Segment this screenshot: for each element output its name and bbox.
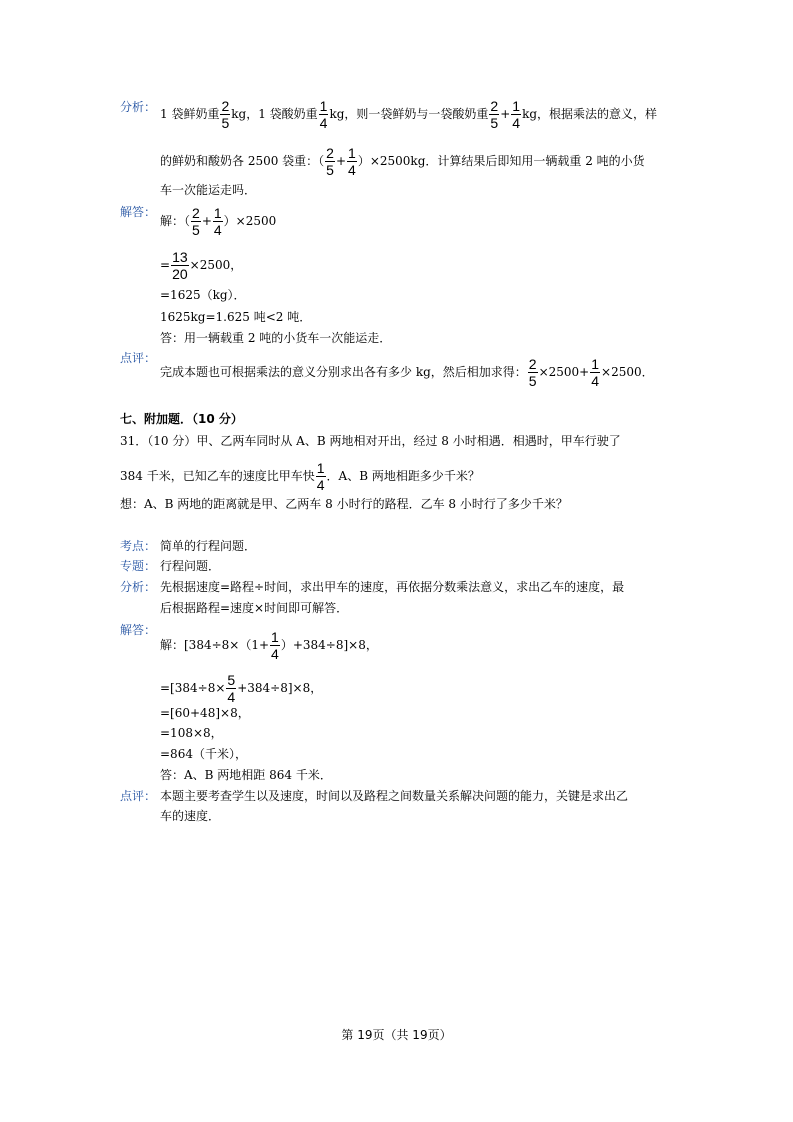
text: +384÷8]×8， <box>237 681 323 695</box>
text: 完成本题也可根据乘法的意义分别求出各有多少 kg，然后相加求得： <box>160 365 527 379</box>
page-footer: 第 19页（共 19页） <box>341 1028 452 1042</box>
text: + <box>335 154 347 168</box>
text: ×2500． <box>601 365 654 379</box>
question-31-line-1: 31．（10 分）甲、乙两车同时从 A、B 两地相对开出，经过 8 小时相遇．相遇时，甲车行驶了 <box>120 434 621 448</box>
question-31-line-2 <box>120 461 480 492</box>
fraction: $\frac{1}{4}$ <box>591 356 600 389</box>
solution-line-2 <box>160 250 242 281</box>
text: kg，1 袋酸奶重 <box>231 107 318 121</box>
solution-line-1 <box>160 206 276 237</box>
text: kg，根据乘法的意义，样 <box>522 107 658 121</box>
fraction: $\frac{1}{4}$ <box>319 98 328 131</box>
q31-solution-line-1 <box>160 630 378 661</box>
text: ×2500， <box>189 258 243 272</box>
fraction: $\frac{13}{20}$ <box>172 249 188 282</box>
analysis-label-2: 分析： <box>120 580 157 594</box>
text: ．A、B 两地相距多少千米？ <box>326 469 480 483</box>
analysis-line-1 <box>160 99 657 130</box>
comment-label: 点评： <box>120 351 157 365</box>
text: 1 袋鲜奶重 <box>160 107 220 121</box>
text: + <box>201 214 212 228</box>
answer-label-2: 解答： <box>120 623 157 637</box>
solution-line-3: =1625（kg）． <box>160 288 246 302</box>
fraction: $\frac{2}{5}$ <box>192 205 200 238</box>
text: = <box>160 258 171 272</box>
special-label: 专题： <box>120 559 157 573</box>
comment-line-1 <box>160 357 654 388</box>
analysis-q31-line-1: 先根据速度=路程÷时间，求出甲车的速度，再依据分数乘法意义，求出乙车的速度，最 <box>160 580 625 594</box>
analysis-line-2 <box>160 146 645 177</box>
q31-solution-line-3: =[60+48]×8， <box>160 706 250 720</box>
text: + <box>500 107 511 121</box>
fraction: $\frac{2}{5}$ <box>326 145 334 178</box>
fraction: $\frac{1}{4}$ <box>512 98 521 131</box>
fraction: $\frac{2}{5}$ <box>490 98 499 131</box>
text: 的鲜奶和酸奶各 2500 袋重：（ <box>160 154 325 168</box>
text: ）×2500 <box>223 214 277 228</box>
comment-label-2: 点评： <box>120 789 157 803</box>
fraction: $\frac{2}{5}$ <box>528 356 537 389</box>
q31-solution-line-6: 答：A、B 两地相距 864 千米． <box>160 768 332 782</box>
text: 384 千米，已知乙车的速度比甲车快 <box>120 469 315 483</box>
fraction: $\frac{1}{4}$ <box>316 460 325 493</box>
special-text: 行程问题． <box>160 559 221 573</box>
text: ）×2500kg．计算结果后即知用一辆载重 2 吨的小货 <box>357 154 645 168</box>
fraction: $\frac{1}{4}$ <box>271 629 279 662</box>
text: ×2500+ <box>538 365 590 379</box>
analysis-line-3: 车一次能运走吗． <box>160 183 257 197</box>
q31-solution-line-4: =108×8， <box>160 726 223 740</box>
topic-label: 考点： <box>120 539 157 553</box>
analysis-label: 分析： <box>120 100 157 114</box>
q31-comment-line-1: 本题主要考查学生以及速度，时间以及路程之间数量关系解决问题的能力，关键是求出乙 <box>160 789 629 803</box>
solution-line-5: 答：用一辆载重 2 吨的小货车一次能运走． <box>160 331 392 345</box>
fraction: $\frac{1}{4}$ <box>213 205 222 238</box>
fraction: $\frac{5}{4}$ <box>227 672 236 705</box>
q31-solution-line-5: =864（千米）， <box>160 747 247 761</box>
fraction: $\frac{2}{5}$ <box>221 98 230 131</box>
q31-solution-line-2 <box>160 673 322 704</box>
topic-text: 简单的行程问题． <box>160 539 257 553</box>
analysis-q31-line-2: 后根据路程=速度×时间即可解答． <box>160 601 349 615</box>
question-31-hint: 想：A、B 两地的距离就是甲、乙两车 8 小时行的路程．乙车 8 小时行了多少千米？ <box>120 497 568 511</box>
text: 解：[384÷8×（1+ <box>160 638 270 652</box>
fraction: $\frac{1}{4}$ <box>348 145 356 178</box>
text: kg，则一袋鲜奶与一袋酸奶重 <box>329 107 489 121</box>
text: ）+384÷8]×8， <box>280 638 378 652</box>
section-title: 七、附加题．（10 分） <box>120 412 243 426</box>
text: 解：（ <box>160 214 191 228</box>
answer-label: 解答： <box>120 205 157 219</box>
text: =[384÷8× <box>160 681 226 695</box>
q31-comment-line-2: 车的速度． <box>160 809 221 823</box>
solution-line-4: 1625kg=1.625 吨<2 吨． <box>160 310 312 324</box>
